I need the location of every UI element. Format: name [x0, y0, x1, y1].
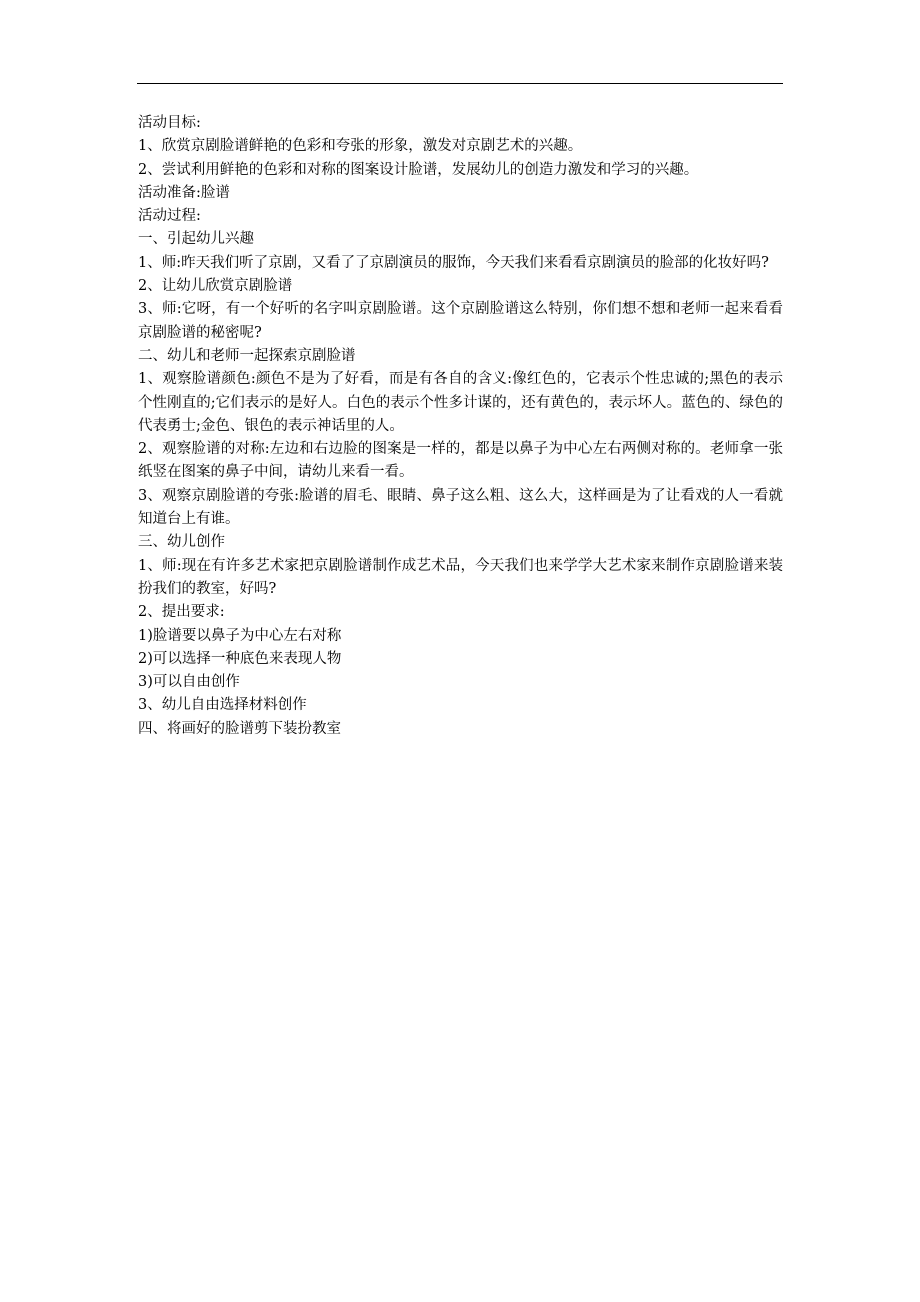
- paragraph: 2、观察脸谱的对称:左边和右边脸的图案是一样的，都是以鼻子为中心左右两侧对称的。老师拿一张纸竖在图案的鼻子中间，请幼儿来看一看。: [138, 441, 783, 481]
- list-item: 2)可以选择一种底色来表现人物: [138, 650, 342, 667]
- list-item: 3)可以自由创作: [138, 674, 240, 691]
- paragraph: 1、观察脸谱颜色:颜色不是为了好看，而是有各自的含义:像红色的，它表示个性忠诚的;黑色的表示个性刚直的;它们表示的是好人。白色的表示个性多计谋的，还有黄色的，表示坏人。蓝色的、绿色的代表勇士;金色、银色的表示神话里的人。: [138, 371, 783, 434]
- header-rule: [137, 83, 783, 84]
- section-heading-process: 活动过程:: [138, 208, 201, 225]
- paragraph: 2、提出要求:: [138, 604, 225, 621]
- paragraph: 2、尝试利用鲜艳的色彩和对称的图案设计脸谱，发展幼儿的创造力激发和学习的兴趣。: [138, 161, 699, 178]
- document-body: [138, 112, 783, 741]
- list-item: 1)脸谱要以鼻子为中心左右对称: [138, 627, 342, 644]
- subsection-heading: 四、将画好的脸谱剪下装扮教室: [138, 720, 341, 737]
- paragraph: 3、观察京剧脸谱的夸张:脸谱的眉毛、眼睛、鼻子这么粗、这么大，这样画是为了让看戏的人一看就知道台上有谁。: [138, 487, 783, 528]
- paragraph: 1、师:昨天我们听了京剧，又看了了京剧演员的服饰，今天我们来看看京剧演员的脸部的化妆好吗?: [138, 254, 769, 271]
- paragraph: 1、师:现在有许多艺术家把京剧脸谱制作成艺术品，今天我们也来学学大艺术家来制作京剧脸谱来装扮我们的教室，好吗?: [138, 557, 783, 597]
- section-heading-goals: 活动目标:: [138, 115, 201, 131]
- paragraph: 2、让幼儿欣赏京剧脸谱: [138, 278, 293, 295]
- subsection-heading: 一、引起幼儿兴趣: [138, 231, 254, 248]
- paragraph: 3、幼儿自由选择材料创作: [138, 697, 307, 714]
- paragraph: 1、欣赏京剧脸谱鲜艳的色彩和夸张的形象，激发对京剧艺术的兴趣。: [138, 138, 583, 155]
- subsection-heading: 二、幼儿和老师一起探索京剧脸谱: [138, 347, 356, 364]
- section-heading-preparation: 活动准备:脸谱: [138, 184, 230, 201]
- subsection-heading: 三、幼儿创作: [138, 534, 225, 551]
- paragraph: 3、师:它呀，有一个好听的名字叫京剧脸谱。这个京剧脸谱这么特别，你们想不想和老师一起来看看京剧脸谱的秘密呢?: [138, 301, 783, 341]
